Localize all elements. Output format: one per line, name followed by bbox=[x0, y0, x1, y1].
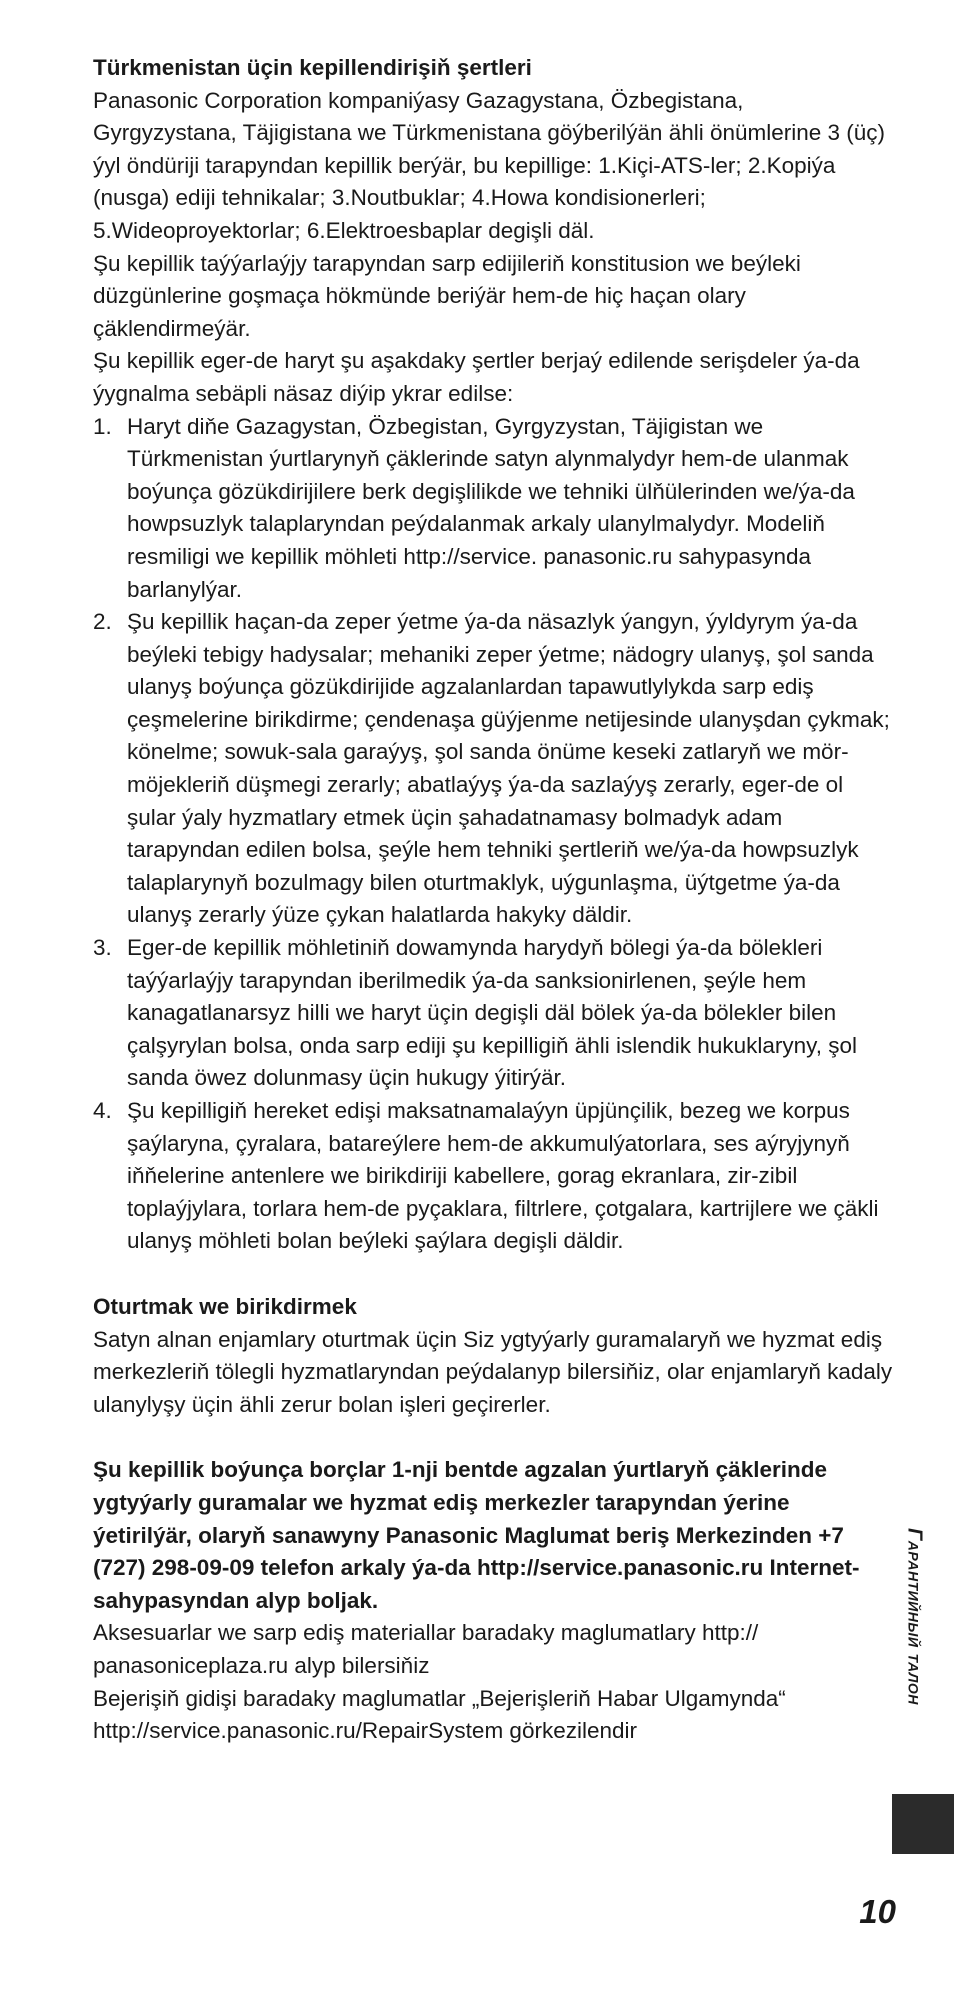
obligations-paragraph: Şu kepillik boýunça borçlar 1-nji bentde agzalan ýurtlaryň çäklerinde ygtyýarly guramalar we hyzmat ediş merkezler tarapyndan ýerine ýetirilýär, olaryň sanawyny Panasonic Maglumat beriş Merkezinden +7 (727) 298-09-09 telefon arkaly ýa-da http://service.panasonic.ru Internet-sahypasyndan alyp boljak. bbox=[93, 1457, 860, 1613]
conditions-list bbox=[93, 411, 893, 1258]
list-item bbox=[93, 411, 893, 607]
side-tab-marker bbox=[892, 1794, 954, 1854]
section-heading-installation: Oturtmak we birikdirmek bbox=[93, 1293, 357, 1319]
list-item bbox=[93, 606, 893, 932]
list-number: 3. bbox=[93, 935, 112, 961]
page-number: 10 bbox=[859, 1893, 896, 1930]
paragraph: Şu kepillik eger-de haryt şu aşakdaky şertler berjaý edilende serişdeler ýa-da ýygnalma sebäpli näsaz diýip ykrar edilse: bbox=[93, 348, 860, 406]
paragraph: Bejerişiň gidişi baradaky maglumatlar „Bejerişleriň Habar Ulgamynda“ http://service.panasonic.ru/RepairSystem görkezilendir bbox=[93, 1685, 786, 1744]
paragraph: 5.Wideoproyektorlar; 6.Elektroesbaplar degişli däl. bbox=[93, 217, 595, 243]
paragraph: Satyn alnan enjamlary oturtmak üçin Siz ygtyýarly guramalaryň we hyzmat ediş merkezleriň tölegli hyzmatlaryndan peýdalanyp bilersiňiz, olar enjamlaryň kadaly ulanylyşy üçin ähli zerur bolan işleri geçirerler. bbox=[93, 1326, 893, 1417]
list-number: 1. bbox=[93, 413, 112, 439]
list-item bbox=[93, 1095, 893, 1258]
paragraph: Panasonic Corporation kompaniýasy Gazagystana, Özbegistana, Gyrgyzystana, Täjigistana we Türkmenistana göýberilýän ähli önümlerine 3 (üç) ýyl öndüriji tarapyndan kepillik berýär, bu kepillige: 1.Kiçi-ATS-ler; 2.Kopiýa (nusga) ediji tehnikalar; 3.Noutbuklar; 4.Howa kondisionerleri; bbox=[93, 87, 886, 211]
list-text: Eger-de kepillik möhletiniň dowamynda harydyň bölegi ýa-da bölekleri taýýarlaýjy tarapyndan iberilmedik ýa-da sanksionirlenen, şeýle hem kanagatlanarsyz hilli we haryt üçin degişli däl bölek ýa-da bölekler bilen çalşyrylan bolsa, onda sarp ediji şu kepilligiň ähli islendik hukuklaryny, şol sanda öwez dolunmasy üçin hukugy ýitirýär. bbox=[127, 935, 857, 1091]
spacer bbox=[93, 1421, 893, 1454]
paragraph: Şu kepillik taýýarlaýjy tarapyndan sarp edijileriň konstitusion we beýleki düzgünlerine goşmaça hökmünde beriýär hem-de hiç haçan olary çäklendirmeýär. bbox=[93, 250, 801, 341]
section-heading-warranty: Türkmenistan üçin kepillendirişiň şertleri bbox=[93, 55, 532, 80]
document-body bbox=[93, 52, 893, 1748]
side-tab-label: Гарантийный талон bbox=[903, 1528, 926, 1705]
list-number: 4. bbox=[93, 1098, 112, 1123]
spacer bbox=[93, 1258, 893, 1291]
paragraph: Aksesuarlar we sarp ediş materiallar baradaky maglumatlary http:// panasoniceplaza.ru alyp bilersiňiz bbox=[93, 1620, 759, 1678]
list-text: Haryt diňe Gazagystan, Özbegistan, Gyrgyzystan, Täjigistan we Türkmenistan ýurtlarynyň çäklerinde satyn alynmalydyr hem-de ulanmak boýunça gözükdirijilere berk degişlilikde we tehniki ülňülerinden we/ýa-da howpsuzlyk talaplaryndan peýdalanmak arkaly ulanylmalydyr. Modeliň resmiligi we kepillik möhleti http://service. panasonic.ru sahypasynda barlanylýar. bbox=[127, 413, 855, 602]
list-text: Şu kepillik haçan-da zeper ýetme ýa-da näsazlyk ýangyn, ýyldyrym ýa-da beýleki tebigy hadysalar; mehaniki zeper ýetme; nädogry ulanyş, şol sanda ulanyş boýunça gözükdirijide agzalanlardan tapawutlylykda sarp ediş çeşmelerine birikdirme; çendenaşa güýjenme netijesinde ulanyşdan çykmak; könelme; sowuk-sala garaýyş, şol sanda önüme keseki zatlaryň we mör-möjekleriň düşmegi zerarly; abatlaýyş ýa-da sazlaýyş zerarly, eger-de ol şular ýaly hyzmatlary etmek üçin şahadatnamasy bolmadyk adam tarapyndan edilen bolsa, şeýle hem tehniki şertleriň we/ýa-da howpsuzlyk talaplarynyň bozulmagy bilen oturtmaklyk, uýgunlaşma, üýtgetme ýa-da ulanyş zerarly ýüze çykan halatlarda hakyky däldir. bbox=[127, 609, 890, 928]
list-text: Şu kepilligiň hereket edişi maksatnamalaýyn üpjünçilik, bezeg we korpus şaýlaryna, çyralara, batareýlere hem-de akkumulýatorlara, ses aýryjynyň iňňelerine antenlere we birikdiriji kabellere, gorag ekranlara, zir-zibil toplaýjylara, torlara hem-de pyçaklara, filtrlere, çotgalara, kartrijlere we çäkli ulanyş möhleti bolan beýleki şaýlara degişli däldir. bbox=[127, 1098, 879, 1254]
list-item bbox=[93, 932, 893, 1095]
side-tab bbox=[892, 1528, 936, 1768]
list-number: 2. bbox=[93, 609, 112, 635]
